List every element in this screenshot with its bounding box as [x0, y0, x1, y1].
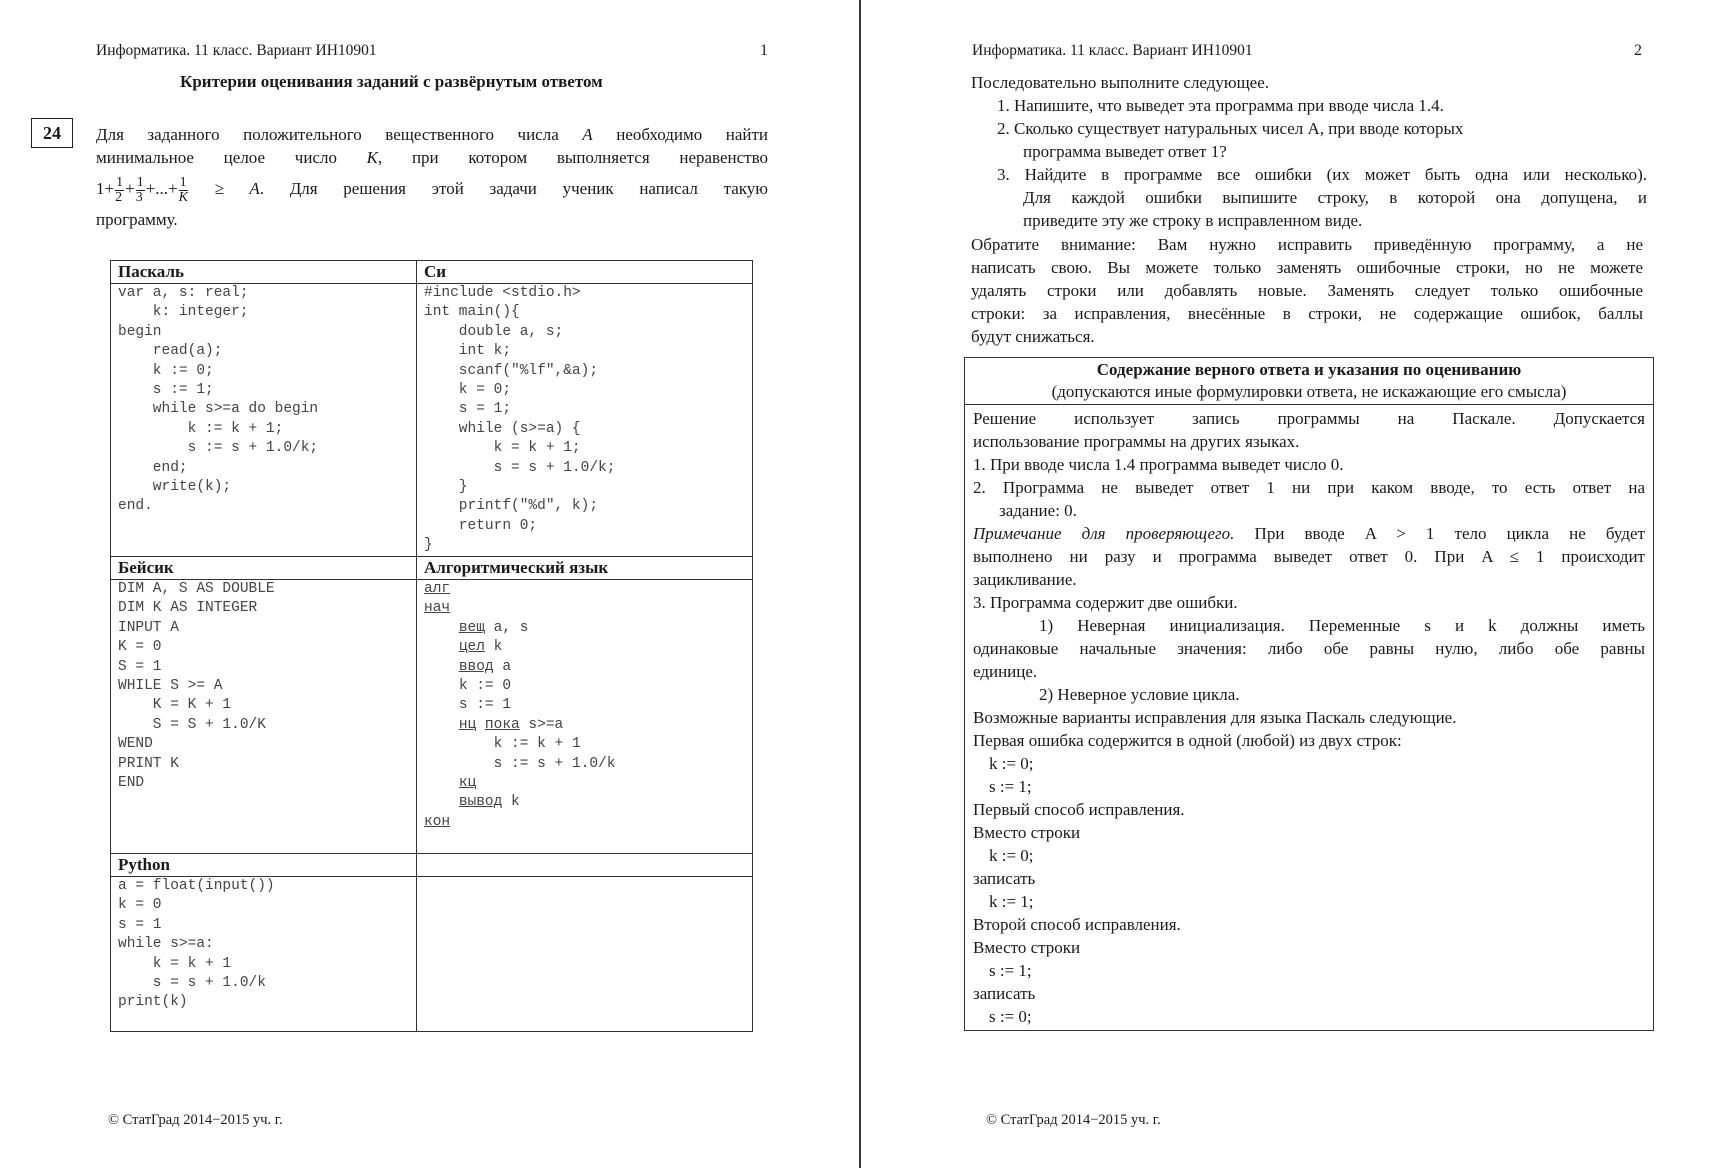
answer-line: 2) Неверное условие цикла.	[1039, 685, 1240, 704]
answer-line: Первая ошибка содержится в одной (любой) из двух строк:	[973, 731, 1402, 750]
page-number-right: 2	[1634, 42, 1642, 59]
answer-title: Содержание верного ответа и указания по оцениванию	[1096, 360, 1522, 379]
algo-header: Алгоритмический язык	[417, 557, 753, 580]
answer-line: записать	[973, 984, 1036, 1003]
answer-line: задание: 0.	[999, 501, 1077, 520]
answer-code-line: k := 0;	[989, 754, 1034, 773]
answer-box	[964, 357, 1654, 1031]
page-header-title-right: Информатика. 11 класс. Вариант ИН10901	[972, 42, 1253, 59]
pascal-header: Паскаль	[111, 261, 417, 284]
answer-line: 1) Неверная инициализация. Переменные s и k должны иметь	[1039, 616, 1645, 635]
basic-code: DIM A, S AS DOUBLE DIM K AS INTEGER INPUT A K = 0 S = 1 WHILE S >= A K = K + 1 S = S + 1.0/K WEND PRINT K END	[118, 581, 275, 792]
note-line: удалять строки или добавлять новые. Заменять следует только ошибочные	[971, 281, 1643, 300]
answer-line: одинаковые начальные значения: либо обе равны нулю, либо обе равны	[973, 639, 1645, 658]
answer-line: использование программы на других языках.	[973, 432, 1300, 451]
answer-line: Вместо строки	[973, 823, 1081, 842]
answer-line: Второй способ исправления.	[973, 915, 1181, 934]
answer-line: Вместо строки	[973, 938, 1081, 957]
answer-line: единице.	[973, 662, 1038, 681]
answer-line: Решение использует запись программы на Паскале. Допускается	[973, 409, 1645, 428]
answer-box-header	[965, 358, 1653, 405]
footer-copyright-right: © СтатГрад 2014−2015 уч. г.	[986, 1112, 1161, 1128]
note-line: написать свою. Вы можете только заменять ошибочные строки, но не можете	[971, 258, 1643, 277]
instructions-list	[997, 94, 1647, 232]
answer-code-line: s := 1;	[989, 961, 1032, 980]
answer-line: Возможные варианты исправления для языка Паскаль следующие.	[973, 708, 1457, 727]
python-code-cell	[111, 877, 417, 1032]
inequality-formula: 1+ $\frac{1}{2}$ + $\frac{1}{3}$ +...+ $\frac{1}{K}$ ≥ A	[96, 174, 260, 205]
footer-copyright: © СтатГрад 2014−2015 уч. г.	[108, 1112, 283, 1128]
note-line: Обратите внимание: Вам нужно исправить приведённую программу, а не	[971, 235, 1643, 254]
note-line: строки: за исправления, внесённые в строки, не содержащие ошибок, баллы	[971, 304, 1643, 323]
basic-code-cell	[111, 580, 417, 854]
python-code: a = float(input()) k = 0 s = 1 while s>=a: k = k + 1 s = s + 1.0/k print(k)	[118, 878, 275, 1011]
python-header: Python	[111, 854, 417, 877]
instruction-item: 3. Найдите в программе все ошибки (их может быть одна или несколько).	[997, 165, 1647, 184]
answer-line: 2. Программа не выведет ответ 1 ни при каком вводе, то есть ответ на	[973, 478, 1645, 497]
c-code: #include <stdio.h> int main(){ double a, s; int k; scanf("%lf",&a); k = 0; s = 1; while (s>=a) { k = k + 1; s = s + 1.0/k; } printf("%d", k); return 0; }	[424, 285, 616, 554]
task-number-box: 24	[31, 118, 73, 148]
code-table	[110, 260, 753, 1032]
page-header-title: Информатика. 11 класс. Вариант ИН10901	[96, 42, 377, 59]
algo-code-cell	[417, 580, 753, 854]
note-line: будут снижаться.	[971, 327, 1095, 346]
answer-code-line: s := 0;	[989, 1007, 1032, 1026]
criteria-title: Критерии оценивания заданий с развёрнутым ответом	[180, 72, 603, 91]
instructions-note	[971, 233, 1643, 348]
pascal-code: var a, s: real; k: integer; begin read(a); k := 0; s := 1; while s>=a do begin k := k + 1; s := s + 1.0/k; end; write(k); end.	[118, 285, 319, 515]
instruction-item: приведите эту же строку в исправленном виде.	[1023, 211, 1363, 230]
instruction-item: Для каждой ошибки выпишите строку, в которой она допущена, и	[1023, 188, 1647, 207]
c-header: Си	[417, 261, 753, 284]
answer-line: Первый способ исправления.	[973, 800, 1185, 819]
answer-line: зацикливание.	[973, 570, 1077, 589]
instruction-item: 1. Напишите, что выведет эта программа при вводе числа 1.4.	[997, 96, 1444, 115]
answer-line: 1. При вводе числа 1.4 программа выведет число 0.	[973, 455, 1344, 474]
task-line-1: Для заданного положительного вещественного числа A необходимо найти	[96, 125, 768, 144]
c-code-cell	[417, 284, 753, 557]
task-inequality-line: 1+ $\frac{1}{2}$ + $\frac{1}{3}$ +...+ $\frac{1}{K}$ ≥ A. Для решения этой задачи ученик написал такую	[96, 174, 768, 205]
page-number: 1	[760, 42, 768, 59]
answer-code-line: s := 1;	[989, 777, 1032, 796]
answer-line: записать	[973, 869, 1036, 888]
basic-header: Бейсик	[111, 557, 417, 580]
answer-note-line: Примечание для проверяющего. При вводе A > 1 тело цикла не будет	[973, 524, 1645, 543]
answer-line: 3. Программа содержит две ошибки.	[973, 593, 1238, 612]
instruction-item: 2. Сколько существует натуральных чисел A, при вводе которых	[997, 119, 1464, 138]
answer-code-line: k := 1;	[989, 892, 1034, 911]
page-divider	[859, 0, 861, 1168]
task-line-4: программу.	[96, 210, 178, 229]
answer-body	[965, 405, 1653, 1028]
task-statement	[96, 124, 768, 232]
empty-code-cell	[417, 877, 753, 1032]
answer-code-line: k := 0;	[989, 846, 1034, 865]
algo-code: алг нач вещ a, s цел k ввод a k := 0 s := 1 нц пока s>=a k := k + 1 s := s + 1.0/k кц вывод k кон	[424, 581, 616, 830]
task-line-2: минимальное целое число K, при котором выполняется неравенство	[96, 147, 769, 167]
answer-subtitle: (допускаются иные формулировки ответа, не искажающие его смысла)	[1051, 382, 1567, 401]
answer-line: выполнено ни разу и программа выведет ответ 0. При A ≤ 1 происходит	[973, 547, 1645, 566]
instruction-item: программа выведет ответ 1?	[1023, 142, 1227, 161]
empty-header-cell	[417, 854, 753, 877]
pascal-code-cell	[111, 284, 417, 557]
instructions-lead: Последовательно выполните следующее.	[971, 73, 1270, 92]
